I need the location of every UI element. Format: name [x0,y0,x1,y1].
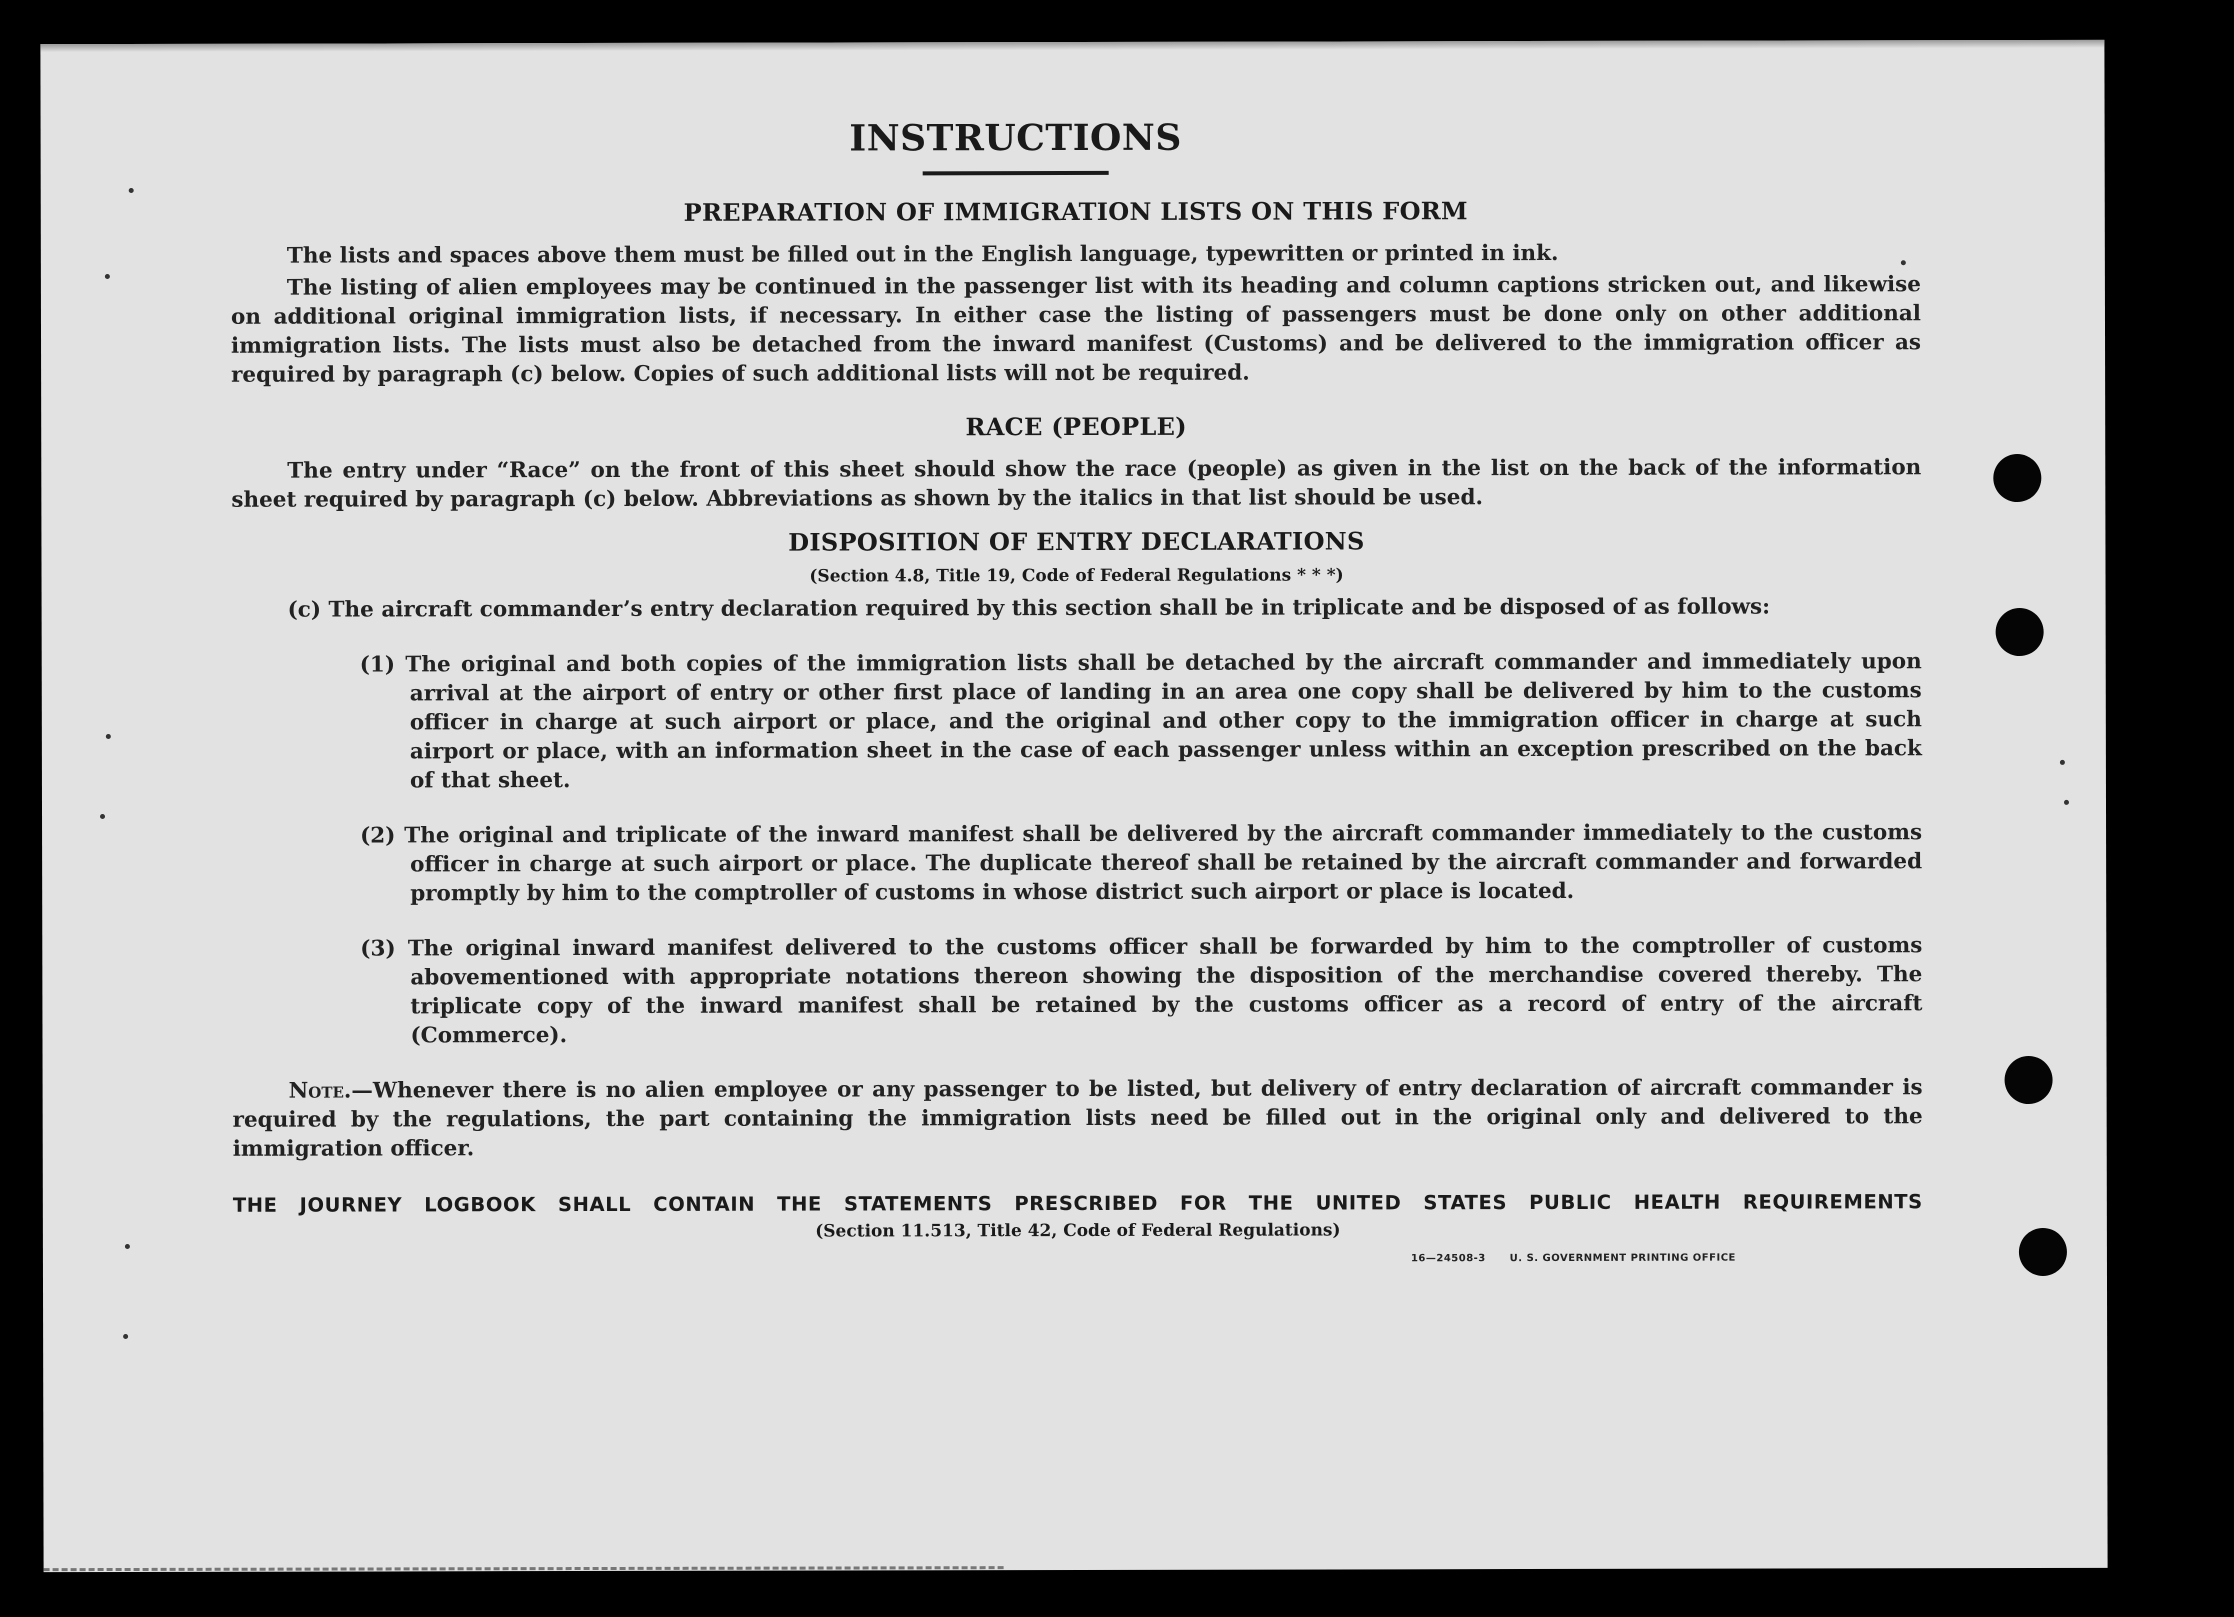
race-paragraph: The entry under “Race” on the front of this sheet should show the race (people) as given in the list on the back of the information sheet required by paragraph (c) below. Abbreviations as shown by the italics in that list should be used. [231,455,1922,513]
disposition-citation: (Section 4.8, Title 19, Code of Federal Regulations * * *) [809,565,1344,587]
top-edge-shadow [40,40,2104,52]
preparation-paragraph-1: The lists and spaces above them must be filled out in the English language, typewritten or printed in ink. [286,240,1559,269]
speck [105,274,110,279]
document-sheet [40,40,2107,1572]
printer-name: U. S. GOVERNMENT PRINTING OFFICE [1509,1252,1736,1265]
disposition-item-1: (1) The original and both copies of the immigration lists shall be detached by the aircraft commander and immediately upon arrival at the airport of entry or other first place of landing in an area one copy shall be delivered by him to the customs officer in charge at such airport or place, and the original and other copy to the immigration officer in charge at such airport or place, with an information sheet in the case of each passenger unless within an exception prescribed on the back of that sheet. [359,649,1922,794]
instructions-content [231,115,1923,1243]
public-health-statement: THE JOURNEY LOGBOOK SHALL CONTAIN THE STATEMENTS PRESCRIBED FOR THE UNITED STATES PUBLIC HEALTH REQUIREMENTS [232,1190,1923,1217]
note-paragraph [233,1073,1923,1164]
page-title: INSTRUCTIONS [849,116,1182,160]
speck [125,1244,130,1249]
paragraph-c: (c) The aircraft commander’s entry declaration required by this section shall be in triplicate and be disposed of as follows: [287,594,1771,623]
punch-hole-2 [1996,608,2044,656]
note-lead: Note. [288,1078,352,1104]
preparation-paragraph-2: The listing of alien employees may be continued in the passenger list with its heading and column captions stricken out, and likewise on additional original immigration lists, if necessary. In either case the listing of passengers must be done only on other additional immigration lists. The lists must also be detached from the inward manifest (Customs) and be delivered to the immigration officer as required by paragraph (c) below. Copies of such additional lists will not be required. [230,272,1922,388]
punch-hole-3 [2005,1056,2053,1104]
bleed-through-text [201,172,212,207]
preparation-heading: PREPARATION OF IMMIGRATION LISTS ON THIS FORM [683,196,1468,227]
printing-office-imprint [1411,1253,1736,1265]
title-underline [923,171,1109,175]
print-code: 16—24508-3 [1410,1253,1486,1265]
note-text: —Whenever there is no alien employee or any passenger to be listed, but delivery of entry declaration of aircraft commander is required by the regulations, the part containing the immigration lists need be filled out in the original only and delivered to the immigration officer. [232,1075,1923,1162]
speck [123,1334,128,1339]
punch-hole-1 [1993,454,2041,502]
speck [2060,760,2065,765]
disposition-item-3: (3) The original inward manifest delivered to the customs officer shall be forwarded by him to the comptroller of customs abovementioned with appropriate notations thereon showing the disposition of the merchandise covered thereby. The triplicate copy of the inward manifest shall be retained by the customs officer as a record of entry of the aircraft (Commerce). [360,933,1923,1049]
bottom-perforation [44,1566,1004,1574]
speck [106,734,111,739]
punch-hole-4 [2019,1228,2067,1276]
speck [2064,800,2069,805]
speck [129,188,134,193]
speck [100,814,105,819]
race-heading: RACE (PEOPLE) [965,411,1187,442]
public-health-citation: (Section 11.513, Title 42, Code of Federal Regulations) [815,1220,1341,1242]
disposition-item-2: (2) The original and triplicate of the inward manifest shall be delivered by the aircraft commander immediately to the customs officer in charge at such airport or place. The duplicate thereof shall be retained by the aircraft commander and forwarded promptly by him to the comptroller of customs in whose district such airport or place is located. [360,820,1923,907]
speck [1901,260,1906,265]
disposition-heading: DISPOSITION OF ENTRY DECLARATIONS [788,526,1365,557]
